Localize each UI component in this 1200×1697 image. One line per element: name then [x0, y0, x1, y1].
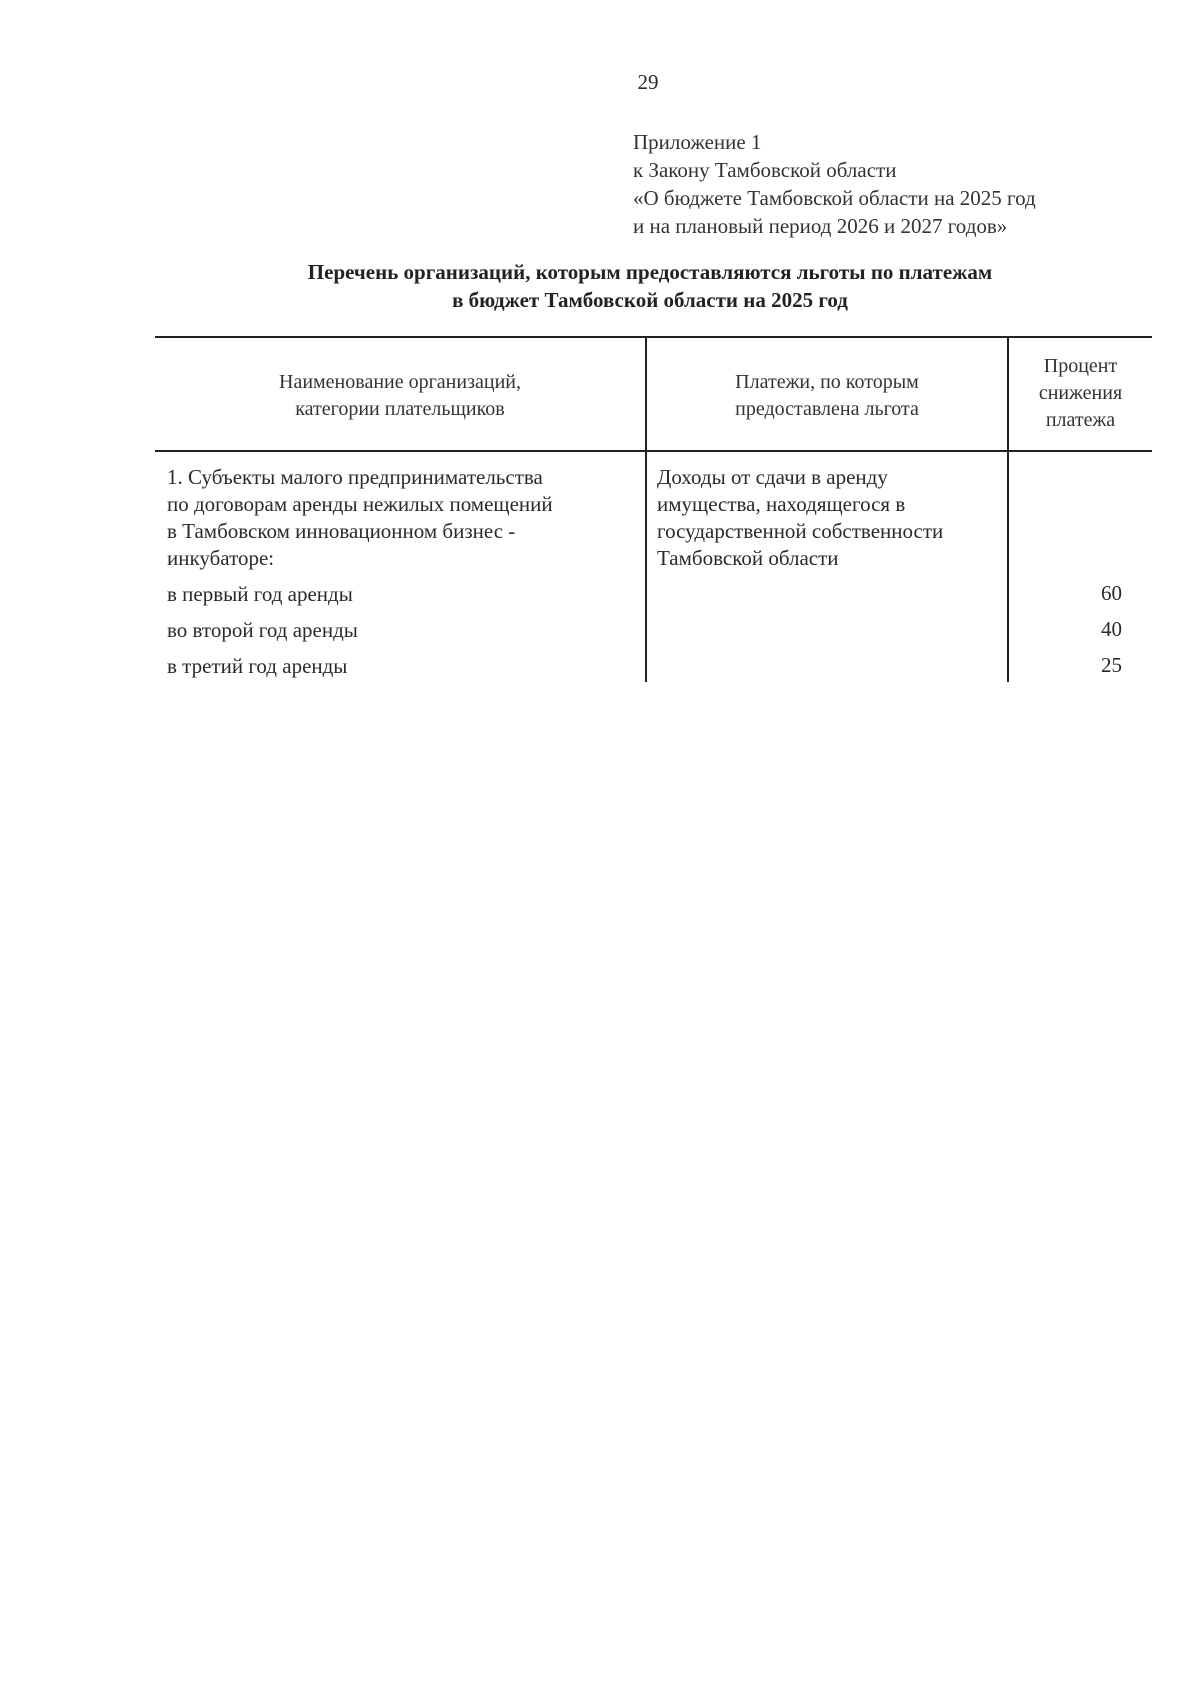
title-line: Перечень организаций, которым предоставляются льготы по платежам	[307, 260, 993, 284]
appendix-line: Приложение 1	[633, 130, 762, 154]
document-title	[150, 258, 1150, 314]
row-payment-type: Доходы от сдачи в аренду имущества, находящегося в государственной собственности Тамбовской области	[657, 465, 944, 570]
table-row-percent: 40	[1101, 617, 1122, 641]
appendix-reference	[633, 128, 1036, 240]
table-top-rule	[155, 336, 1152, 338]
table-row-label: в первый год аренды	[167, 582, 353, 606]
table-row-percent: 25	[1101, 653, 1122, 677]
table-row-percent: 60	[1101, 581, 1122, 605]
header-payments: Платежи, по которым предоставлена льгота	[735, 371, 919, 420]
header-percent: Процент снижения платежа	[1038, 355, 1123, 431]
benefits-table	[155, 336, 1152, 682]
row-organization-name: 1. Субъекты малого предпринимательства по договорам аренды нежилых помещений в Тамбовском инновационном бизнес - инкубаторе:	[167, 465, 553, 570]
appendix-line: к Закону Тамбовской области	[633, 158, 897, 182]
header-organization: Наименование организаций, категории плательщиков	[279, 371, 521, 420]
table-row-label: в третий год аренды	[167, 654, 348, 678]
table-header-rule	[155, 450, 1152, 452]
appendix-line: «О бюджете Тамбовской области на 2025 год	[633, 186, 1036, 210]
title-line: в бюджет Тамбовской области на 2025 год	[452, 288, 848, 312]
table-row-label: во второй год аренды	[167, 618, 358, 642]
page-number: 29	[637, 70, 659, 94]
appendix-line: и на плановый период 2026 и 2027 годов»	[633, 214, 1008, 238]
